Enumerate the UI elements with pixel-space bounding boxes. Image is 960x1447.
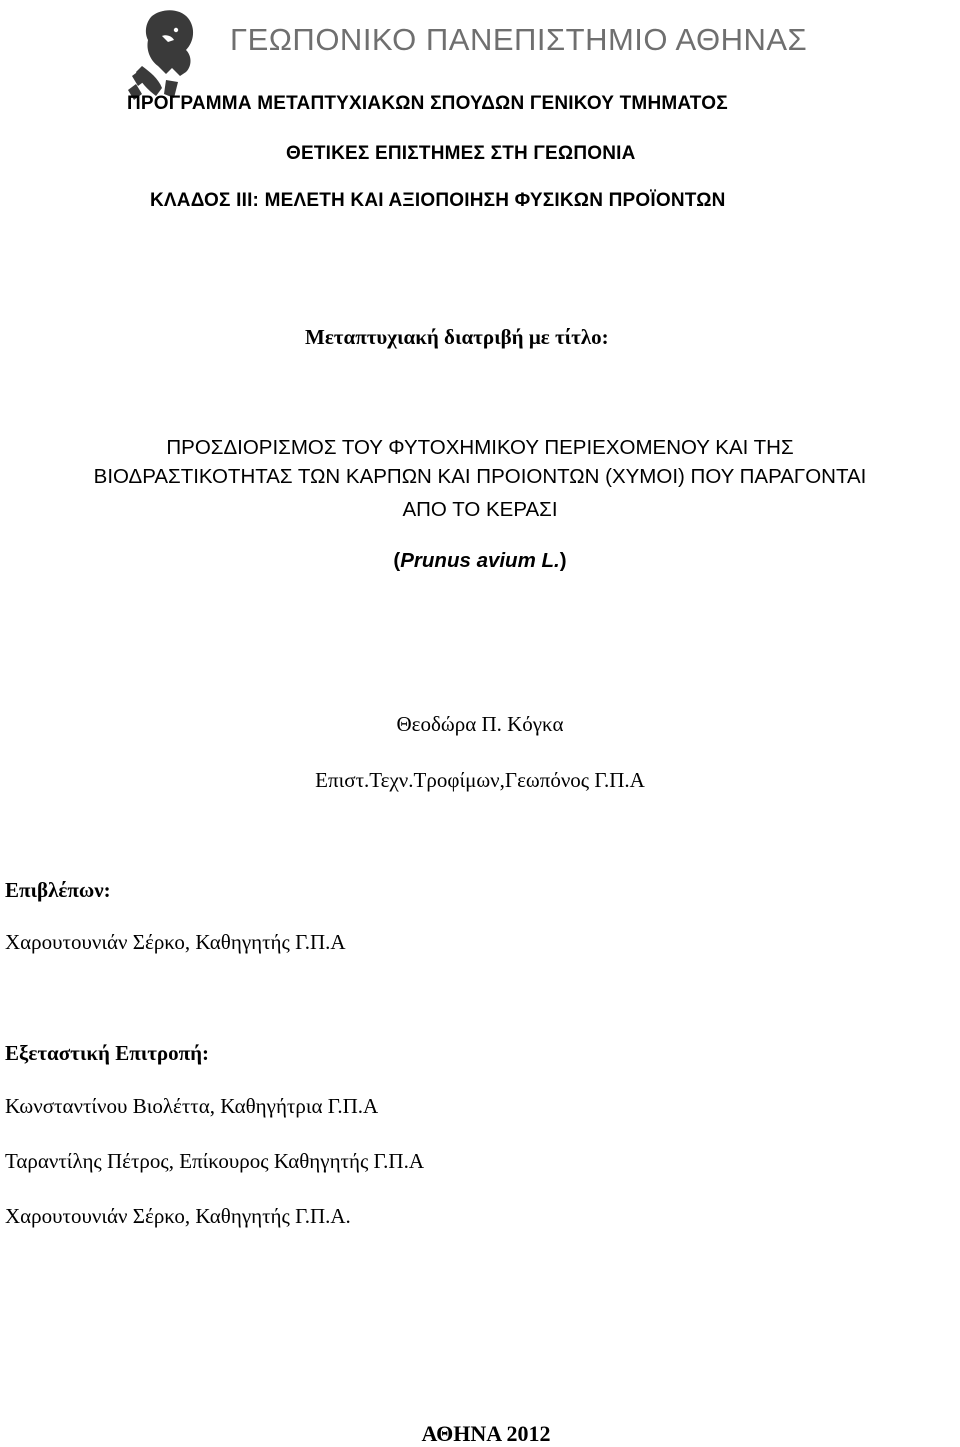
species-paren-close: ): [559, 549, 567, 572]
species-paren-open: (: [393, 549, 401, 572]
thesis-title-line-3: ΑΠΟ ΤΟ ΚΕΡΑΣΙ: [402, 498, 558, 521]
committee-member: Ταραντίλης Πέτρος, Επίκουρος Καθηγητής Γ.Π.Α: [5, 1149, 424, 1173]
thesis-label: Μεταπτυχιακή διατριβή με τίτλο:: [305, 325, 609, 349]
supervisor-name: Χαρουτουνιάν Σέρκο, Καθηγητής Γ.Π.Α: [5, 930, 346, 954]
supervisor-label: Επιβλέπων:: [5, 878, 111, 902]
author-name: Θεοδώρα Π. Κόγκα: [396, 712, 564, 736]
university-logo: [122, 6, 214, 102]
committee-label: Εξεταστική Επιτροπή:: [5, 1041, 210, 1065]
branch-heading: ΚΛΑΔΟΣ ΙΙΙ: ΜΕΛΕΤΗ ΚΑΙ ΑΞΙΟΠΟΙΗΣΗ ΦΥΣΙΚΩΝ ΠΡΟΪΟΝΤΩΝ: [150, 190, 726, 211]
committee-member: Χαρουτουνιάν Σέρκο, Καθηγητής Γ.Π.Α.: [5, 1204, 351, 1228]
place-year: ΑΘΗΝΑ 2012: [421, 1421, 551, 1446]
committee-member: Κωνσταντίνου Βιολέττα, Καθηγήτρια Γ.Π.Α: [5, 1094, 379, 1118]
thesis-title-line-1: ΠΡΟΣΔΙΟΡΙΣΜΟΣ ΤΟΥ ΦΥΤΟΧΗΜΙΚΟΥ ΠΕΡΙΕΧΟΜΕΝΟΥ ΚΑΙ ΤΗΣ: [166, 436, 794, 459]
field-heading: ΘΕΤΙΚΕΣ ΕΠΙΣΤΗΜΕΣ ΣΤΗ ΓΕΩΠΟΝΙΑ: [286, 143, 636, 164]
species-name: [0, 549, 960, 573]
university-name: ΓΕΩΠΟΝΙΚΟ ΠΑΝΕΠΙΣΤΗΜΙΟ ΑΘΗΝΑΣ: [230, 22, 808, 57]
program-heading: ΠΡΟΓΡΑΜΜΑ ΜΕΤΑΠΤΥΧΙΑΚΩΝ ΣΠΟΥΔΩΝ ΓΕΝΙΚΟΥ ΤΜΗΜΑΤΟΣ: [127, 93, 728, 114]
thesis-title-line-2: ΒΙΟΔΡΑΣΤΙΚΟΤΗΤΑΣ ΤΩΝ ΚΑΡΠΩΝ ΚΑΙ ΠΡΟΙΟΝΤΩΝ (ΧΥΜΟΙ) ΠΟΥ ΠΑΡΑΓΟΝΤΑΙ: [93, 465, 867, 488]
species-latin-name: Prunus avium L.: [400, 549, 560, 572]
author-degree: Επιστ.Τεχν.Τροφίμων,Γεωπόνος Γ.Π.Α: [315, 768, 645, 792]
